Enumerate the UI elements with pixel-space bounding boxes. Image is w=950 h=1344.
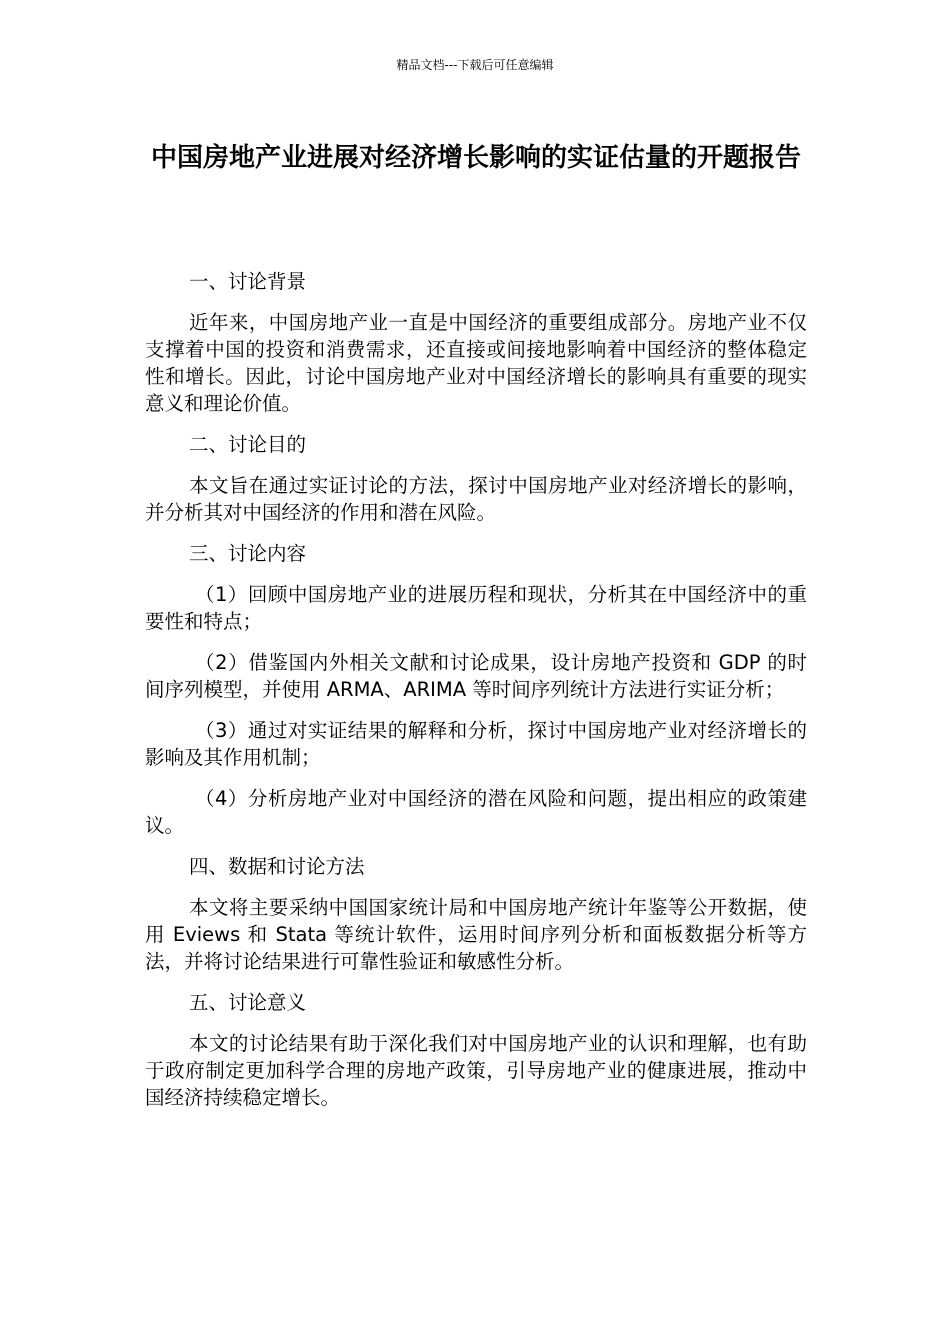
section-heading-data-methods: 四、数据和讨论方法 [189, 855, 365, 878]
section-heading-significance: 五、讨论意义 [189, 991, 307, 1014]
document-title: 中国房地产业进展对经济增长影响的实证估量的开题报告 [150, 143, 801, 173]
page-header: 精品文档---下载后可任意编辑 [396, 58, 554, 72]
section-heading-purpose: 二、讨论目的 [189, 433, 307, 456]
content-item-1: （1）回顾中国房地产业的进展历程和现状，分析其在中国经济中的重要性和特点； [145, 583, 807, 633]
section-heading-background: 一、讨论背景 [189, 270, 307, 293]
content-item-2: （2）借鉴国内外相关文献和讨论成果，设计房地产投资和 GDP 的时间序列模型，并使用 ARMA、ARIMA 等时间序列统计方法进行实证分析； [145, 651, 807, 701]
section-body-data-methods: 本文将主要采纳中国国家统计局和中国房地产统计年鉴等公开数据，使用 Eviews 和 Stata 等统计软件，运用时间序列分析和面板数据分析等方法，并将讨论结果进行可靠性验证和敏感性分析。 [145, 896, 807, 973]
content-item-4: （4）分析房地产业对中国经济的潜在风险和问题，提出相应的政策建议。 [145, 787, 807, 837]
content-item-3: （3）通过对实证结果的解释和分析，探讨中国房地产业对经济增长的影响及其作用机制； [145, 719, 807, 769]
section-body-purpose: 本文旨在通过实证讨论的方法，探讨中国房地产业对经济增长的影响，并分析其对中国经济的作用和潜在风险。 [145, 474, 807, 524]
section-heading-content: 三、讨论内容 [189, 542, 307, 565]
section-body-background: 近年来，中国房地产业一直是中国经济的重要组成部分。房地产业不仅支撑着中国的投资和消费需求，还直接或间接地影响着中国经济的整体稳定性和增长。因此，讨论中国房地产业对中国经济增长的影响具有重要的现实意义和理论价值。 [145, 311, 807, 415]
document-body [145, 268, 807, 1125]
section-body-significance: 本文的讨论结果有助于深化我们对中国房地产业的认识和理解，也有助于政府制定更加科学合理的房地产政策，引导房地产业的健康进展，推动中国经济持续稳定增长。 [145, 1032, 807, 1109]
